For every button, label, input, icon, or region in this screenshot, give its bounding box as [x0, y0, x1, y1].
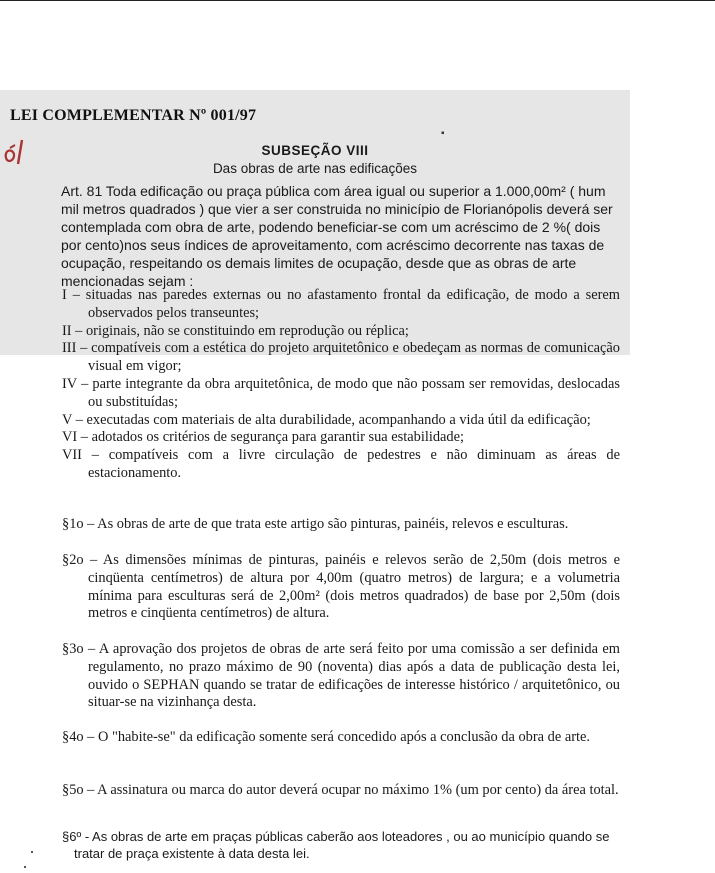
- article-items-list: [62, 287, 620, 483]
- paragraph-6: [62, 828, 617, 862]
- item-v: V – executadas com materiais de alta durabilidade, acompanhando a vida útil da edificação;: [62, 411, 591, 428]
- paragraph-6-text: §6º - As obras de arte em praças públicas caberão aos loteadores , ou ao município quando se tratar de praça existente à data desta lei.: [62, 829, 610, 861]
- scan-speck: ▪: [441, 128, 445, 139]
- item-vi: VI – adotados os critérios de segurança para garantir sua estabilidade;: [62, 429, 464, 446]
- paragraph-4: [62, 729, 620, 747]
- paragraph-3: [62, 641, 620, 712]
- paragraph-4-text: §4o – O "habite-se" da edificação somente será concedido após a conclusão da obra de arte.: [62, 729, 590, 745]
- article-81-text: Art. 81 Toda edificação ou praça pública com área igual ou superior a 1.000,00m² ( hum mil metros quadrados ) que vier a ser construida no minicípio de Florianópolis deverá ser contemplada com obra de arte, podendo beneficiar-se com um acréscimo de 2 %( dois por cento)nos seus índices de aproveitamento, com acréscimo decorrente nas taxas de ocupação, respeitando os demais limites de ocupação, desde que as obras de arte mencionadas sejam :: [61, 183, 613, 289]
- top-border-line: [0, 0, 715, 1]
- paragraph-1-text: §1o – As obras de arte de que trata este artigo são pinturas, painéis, relevos e esculturas.: [62, 516, 569, 532]
- paragraph-1: [62, 516, 620, 534]
- subsection-title: Das obras de arte nas edificações: [212, 161, 418, 176]
- law-title: LEI COMPLEMENTAR Nº 001/97: [10, 107, 257, 124]
- paragraph-2-text: §2o – As dimensões mínimas de pinturas, painéis e relevos serão de 2,50m (dois metros e cinqüenta centímetros) de altura por 4,00m (quatro metros) de largura; e a volumetria mínima para esculturas será de 2,00m² (dois metros quadrados) de base por 2,50m (dois metros e cinqüenta centímetros) de altura.: [62, 552, 620, 622]
- paragraph-5: [62, 782, 620, 800]
- item-vii: VII – compatíveis com a livre circulação de pedestres e não diminuam as áreas de estacionamento.: [62, 447, 620, 481]
- scan-speck-corner: [24, 866, 26, 868]
- scan-speck-bottom: [31, 851, 33, 853]
- paragraph-5-text: §5o – A assinatura ou marca do autor deverá ocupar no máximo 1% (um por cento) da área total.: [62, 782, 619, 798]
- paragraph-2: [62, 552, 620, 623]
- subsection-heading: SUBSEÇÃO VIII: [261, 143, 369, 158]
- item-i: I – situadas nas paredes externas ou no afastamento frontal da edificação, de modo a serem observados pelos transeuntes;: [62, 287, 620, 321]
- item-iii: III – compatíveis com a estética do projeto arquitetônico e obedeçam as normas de comunicação visual em vigor;: [62, 340, 620, 375]
- paragraph-3-text: §3o – A aprovação dos projetos de obras de arte será feito por uma comissão a ser definida em regulamento, no prazo máximo de 90 (noventa) dias após a data de publicação desta lei, ouvido o SEPHAN quando se tratar de edificações de interesse histórico / arquitetônico, ou situar-se na vizinhança desta.: [62, 641, 620, 711]
- item-iv: IV – parte integrante da obra arquitetônica, de modo que não possam ser removidas, deslocadas ou substituídas;: [62, 375, 620, 410]
- item-ii: II – originais, não se constituindo em reprodução ou réplica;: [62, 322, 409, 339]
